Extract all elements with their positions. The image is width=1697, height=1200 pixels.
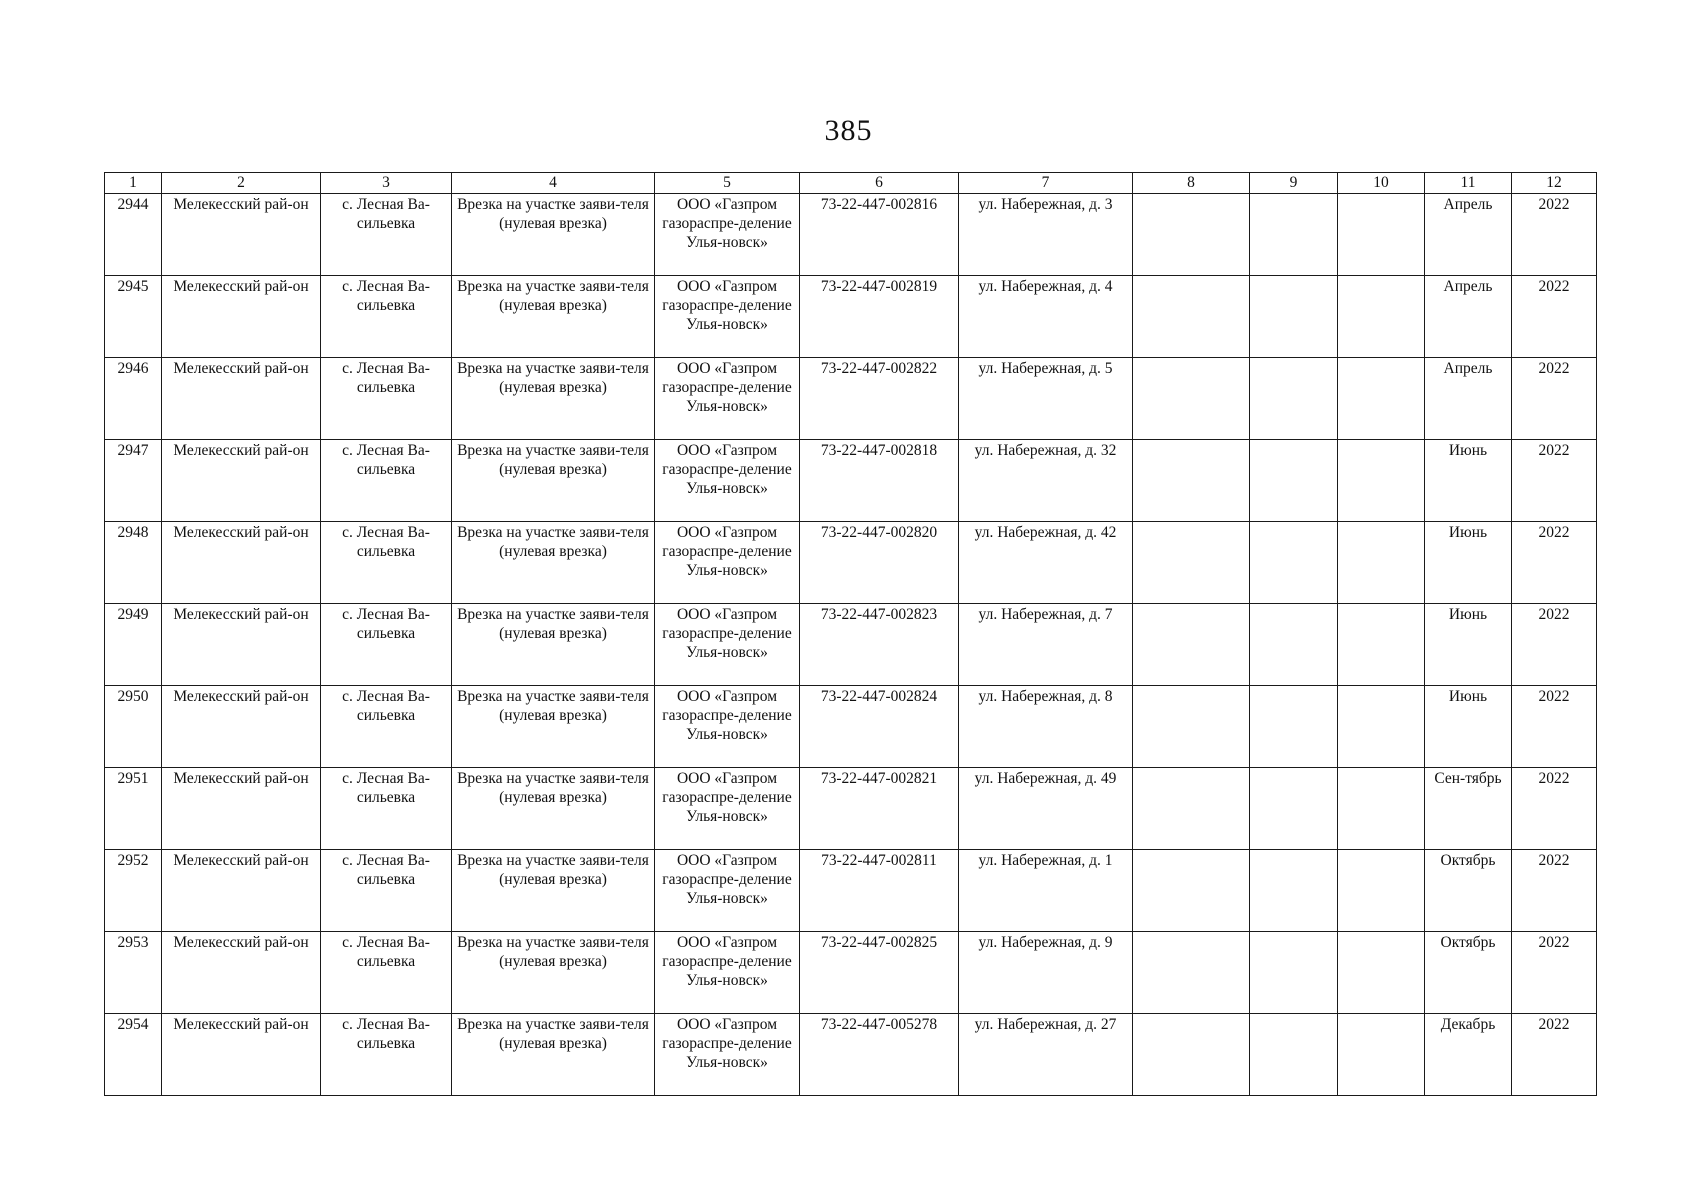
column-number-row: [105, 173, 1597, 194]
column-header: 7: [959, 173, 1133, 194]
row-number-cell: 2951: [105, 768, 162, 850]
work-type-cell: Врезка на участке заяви-теля (нулевая врезка): [452, 522, 655, 604]
address-cell: ул. Набережная, д. 42: [959, 522, 1133, 604]
column-9-cell: [1250, 276, 1338, 358]
column-header: 12: [1512, 173, 1597, 194]
address-cell: ул. Набережная, д. 49: [959, 768, 1133, 850]
object-code-cell: 73-22-447-002820: [800, 522, 959, 604]
year-cell: 2022: [1512, 850, 1597, 932]
object-code-cell: 73-22-447-002811: [800, 850, 959, 932]
month-cell: Июнь: [1425, 686, 1512, 768]
organization-cell: ООО «Газпром газораспре-деление Улья-новск»: [655, 686, 800, 768]
organization-cell: ООО «Газпром газораспре-деление Улья-новск»: [655, 358, 800, 440]
work-type-cell: Врезка на участке заяви-теля (нулевая врезка): [452, 932, 655, 1014]
organization-cell: ООО «Газпром газораспре-деление Улья-новск»: [655, 522, 800, 604]
page-number: 385: [824, 114, 873, 147]
column-9-cell: [1250, 686, 1338, 768]
month-cell: Июнь: [1425, 604, 1512, 686]
address-cell: ул. Набережная, д. 3: [959, 194, 1133, 276]
address-cell: ул. Набережная, д. 1: [959, 850, 1133, 932]
organization-cell: ООО «Газпром газораспре-деление Улья-новск»: [655, 932, 800, 1014]
column-8-cell: [1133, 604, 1250, 686]
work-type-cell: Врезка на участке заяви-теля (нулевая врезка): [452, 276, 655, 358]
column-10-cell: [1338, 358, 1425, 440]
work-type-cell: Врезка на участке заяви-теля (нулевая врезка): [452, 358, 655, 440]
row-number-cell: 2945: [105, 276, 162, 358]
district-cell: Мелекесский рай-он: [162, 358, 321, 440]
column-9-cell: [1250, 1014, 1338, 1096]
row-number-cell: 2953: [105, 932, 162, 1014]
column-10-cell: [1338, 522, 1425, 604]
organization-cell: ООО «Газпром газораспре-деление Улья-новск»: [655, 276, 800, 358]
year-cell: 2022: [1512, 358, 1597, 440]
column-9-cell: [1250, 768, 1338, 850]
work-type-cell: Врезка на участке заяви-теля (нулевая врезка): [452, 440, 655, 522]
locality-cell: с. Лесная Ва-сильевка: [321, 932, 452, 1014]
locality-cell: с. Лесная Ва-сильевка: [321, 850, 452, 932]
table-row: [105, 440, 1597, 522]
row-number-cell: 2947: [105, 440, 162, 522]
column-10-cell: [1338, 850, 1425, 932]
address-cell: ул. Набережная, д. 27: [959, 1014, 1133, 1096]
year-cell: 2022: [1512, 604, 1597, 686]
locality-cell: с. Лесная Ва-сильевка: [321, 194, 452, 276]
object-code-cell: 73-22-447-002822: [800, 358, 959, 440]
locality-cell: с. Лесная Ва-сильевка: [321, 1014, 452, 1096]
year-cell: 2022: [1512, 522, 1597, 604]
work-type-cell: Врезка на участке заяви-теля (нулевая врезка): [452, 850, 655, 932]
locality-cell: с. Лесная Ва-сильевка: [321, 276, 452, 358]
address-cell: ул. Набережная, д. 32: [959, 440, 1133, 522]
column-header: 1: [105, 173, 162, 194]
column-10-cell: [1338, 932, 1425, 1014]
month-cell: Апрель: [1425, 358, 1512, 440]
table-row: [105, 194, 1597, 276]
object-code-cell: 73-22-447-002816: [800, 194, 959, 276]
district-cell: Мелекесский рай-он: [162, 1014, 321, 1096]
table-row: [105, 850, 1597, 932]
year-cell: 2022: [1512, 932, 1597, 1014]
column-9-cell: [1250, 932, 1338, 1014]
month-cell: Апрель: [1425, 194, 1512, 276]
column-8-cell: [1133, 522, 1250, 604]
locality-cell: с. Лесная Ва-сильевка: [321, 604, 452, 686]
month-cell: Октябрь: [1425, 932, 1512, 1014]
organization-cell: ООО «Газпром газораспре-деление Улья-новск»: [655, 604, 800, 686]
organization-cell: ООО «Газпром газораспре-деление Улья-новск»: [655, 1014, 800, 1096]
object-code-cell: 73-22-447-002825: [800, 932, 959, 1014]
column-8-cell: [1133, 932, 1250, 1014]
table-row: [105, 276, 1597, 358]
locality-cell: с. Лесная Ва-сильевка: [321, 440, 452, 522]
row-number-cell: 2954: [105, 1014, 162, 1096]
column-8-cell: [1133, 850, 1250, 932]
year-cell: 2022: [1512, 440, 1597, 522]
address-cell: ул. Набережная, д. 7: [959, 604, 1133, 686]
organization-cell: ООО «Газпром газораспре-деление Улья-новск»: [655, 768, 800, 850]
table-row: [105, 358, 1597, 440]
column-9-cell: [1250, 358, 1338, 440]
table-row: [105, 522, 1597, 604]
column-8-cell: [1133, 440, 1250, 522]
column-8-cell: [1133, 768, 1250, 850]
column-10-cell: [1338, 440, 1425, 522]
month-cell: Октябрь: [1425, 850, 1512, 932]
address-cell: ул. Набережная, д. 4: [959, 276, 1133, 358]
locality-cell: с. Лесная Ва-сильевка: [321, 686, 452, 768]
column-9-cell: [1250, 604, 1338, 686]
column-9-cell: [1250, 440, 1338, 522]
column-8-cell: [1133, 358, 1250, 440]
month-cell: Декабрь: [1425, 1014, 1512, 1096]
month-cell: Апрель: [1425, 276, 1512, 358]
month-cell: Июнь: [1425, 440, 1512, 522]
address-cell: ул. Набережная, д. 9: [959, 932, 1133, 1014]
district-cell: Мелекесский рай-он: [162, 604, 321, 686]
object-code-cell: 73-22-447-002818: [800, 440, 959, 522]
object-code-cell: 73-22-447-002823: [800, 604, 959, 686]
row-number-cell: 2946: [105, 358, 162, 440]
address-cell: ул. Набережная, д. 8: [959, 686, 1133, 768]
column-8-cell: [1133, 194, 1250, 276]
organization-cell: ООО «Газпром газораспре-деление Улья-новск»: [655, 194, 800, 276]
column-header: 4: [452, 173, 655, 194]
object-code-cell: 73-22-447-005278: [800, 1014, 959, 1096]
column-8-cell: [1133, 686, 1250, 768]
column-10-cell: [1338, 276, 1425, 358]
year-cell: 2022: [1512, 276, 1597, 358]
year-cell: 2022: [1512, 1014, 1597, 1096]
work-type-cell: Врезка на участке заяви-теля (нулевая врезка): [452, 686, 655, 768]
year-cell: 2022: [1512, 768, 1597, 850]
column-10-cell: [1338, 604, 1425, 686]
column-header: 11: [1425, 173, 1512, 194]
column-9-cell: [1250, 522, 1338, 604]
column-10-cell: [1338, 686, 1425, 768]
column-8-cell: [1133, 276, 1250, 358]
district-cell: Мелекесский рай-он: [162, 932, 321, 1014]
object-code-cell: 73-22-447-002821: [800, 768, 959, 850]
row-number-cell: 2948: [105, 522, 162, 604]
table-row: [105, 932, 1597, 1014]
organization-cell: ООО «Газпром газораспре-деление Улья-новск»: [655, 440, 800, 522]
work-type-cell: Врезка на участке заяви-теля (нулевая врезка): [452, 194, 655, 276]
locality-cell: с. Лесная Ва-сильевка: [321, 358, 452, 440]
table-row: [105, 768, 1597, 850]
column-header: 6: [800, 173, 959, 194]
work-type-cell: Врезка на участке заяви-теля (нулевая врезка): [452, 1014, 655, 1096]
district-cell: Мелекесский рай-он: [162, 768, 321, 850]
table-row: [105, 686, 1597, 768]
column-header: 2: [162, 173, 321, 194]
object-code-cell: 73-22-447-002824: [800, 686, 959, 768]
column-9-cell: [1250, 850, 1338, 932]
row-number-cell: 2944: [105, 194, 162, 276]
month-cell: Июнь: [1425, 522, 1512, 604]
locality-cell: с. Лесная Ва-сильевка: [321, 768, 452, 850]
column-header: 10: [1338, 173, 1425, 194]
table-row: [105, 604, 1597, 686]
column-header: 8: [1133, 173, 1250, 194]
district-cell: Мелекесский рай-он: [162, 194, 321, 276]
table-row: [105, 1014, 1597, 1096]
work-type-cell: Врезка на участке заяви-теля (нулевая врезка): [452, 768, 655, 850]
row-number-cell: 2949: [105, 604, 162, 686]
column-header: 3: [321, 173, 452, 194]
object-code-cell: 73-22-447-002819: [800, 276, 959, 358]
district-cell: Мелекесский рай-он: [162, 440, 321, 522]
column-10-cell: [1338, 194, 1425, 276]
column-8-cell: [1133, 1014, 1250, 1096]
column-header: 5: [655, 173, 800, 194]
column-header: 9: [1250, 173, 1338, 194]
column-10-cell: [1338, 1014, 1425, 1096]
work-type-cell: Врезка на участке заяви-теля (нулевая врезка): [452, 604, 655, 686]
row-number-cell: 2950: [105, 686, 162, 768]
column-9-cell: [1250, 194, 1338, 276]
district-cell: Мелекесский рай-он: [162, 686, 321, 768]
district-cell: Мелекесский рай-он: [162, 276, 321, 358]
district-cell: Мелекесский рай-он: [162, 850, 321, 932]
data-table: [104, 172, 1597, 1096]
organization-cell: ООО «Газпром газораспре-деление Улья-новск»: [655, 850, 800, 932]
locality-cell: с. Лесная Ва-сильевка: [321, 522, 452, 604]
month-cell: Сен-тябрь: [1425, 768, 1512, 850]
address-cell: ул. Набережная, д. 5: [959, 358, 1133, 440]
row-number-cell: 2952: [105, 850, 162, 932]
year-cell: 2022: [1512, 194, 1597, 276]
district-cell: Мелекесский рай-он: [162, 522, 321, 604]
column-10-cell: [1338, 768, 1425, 850]
year-cell: 2022: [1512, 686, 1597, 768]
